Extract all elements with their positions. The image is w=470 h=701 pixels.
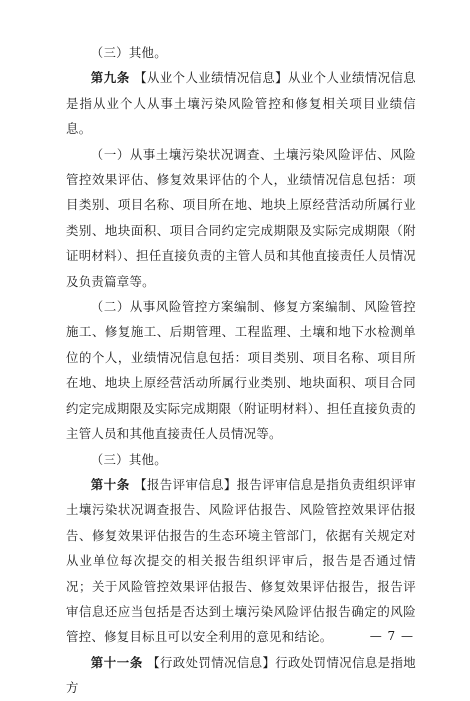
article-number: 第十条 <box>90 476 130 492</box>
article-title: 【报告评审信息】 <box>134 476 237 492</box>
paragraph-item-2 <box>66 294 416 446</box>
paragraph-other-2 <box>66 447 416 472</box>
document-body <box>66 40 416 701</box>
paragraph-text: （三）其他。 <box>90 451 167 467</box>
article-number: 第九条 <box>90 70 130 86</box>
article-10 <box>66 472 416 650</box>
article-title: 【行政处罚情况信息】 <box>147 654 276 670</box>
paragraph-text: （三）其他。 <box>90 45 167 60</box>
paragraph-text: （一）从事土壤污染状况调查、土壤污染风险评估、风险管控效果评估、修复效果评估的个人，业绩情况信息包括：项目类别、项目名称、项目所在地、地块上原经营活动所属行业类别、地块面积、项目合同约定完成期限及实际完成期限（附证明材料）、担任直接负责的主管人员和其他直接责任人员情况及负责篇章等。 <box>66 146 416 289</box>
article-9 <box>66 65 416 141</box>
paragraph-text: 报告评审信息是指负责组织评审土壤污染状况调查报告、风险评估报告、风险管控效果评估报告、修复效果评估报告的生态环境主管部门，依据有关规定对从业单位每次提交的相关报告组织评审后，报告是否通过情况；关于风险管控效果评估报告、修复效果评估报告，报告评审信息还应当包括是否达到土壤污染风险评估报告确定的风险管控、修复目标且可以安全利用的意见和结论。 <box>66 476 417 645</box>
page-number: — 7 — <box>369 629 414 643</box>
paragraph-item-1 <box>66 142 416 294</box>
article-title: 【从业个人业绩情况信息】 <box>134 70 288 86</box>
paragraph-text: （二）从事风险管控方案编制、修复方案编制、风险管控施工、修复施工、后期管理、工程监理、土壤和地下水检测单位的个人，业绩情况信息包括：项目类别、项目名称、项目所在地、地块上原经营活动所属行业类别、地块面积、项目合同约定完成期限及实际完成期限（附证明材料）、担任直接负责的主管人员和其他直接责任人员情况等。 <box>66 299 416 442</box>
paragraph-text: 行政处罚情况信息是指地方 <box>66 654 416 696</box>
article-11 <box>66 650 416 701</box>
article-number: 第十一条 <box>90 654 143 670</box>
paragraph-text: 从业个人业绩情况信息是指从业个人从事土壤污染风险管控和修复相关项目业绩信息。 <box>66 70 416 137</box>
paragraph-other-1 <box>66 40 416 65</box>
